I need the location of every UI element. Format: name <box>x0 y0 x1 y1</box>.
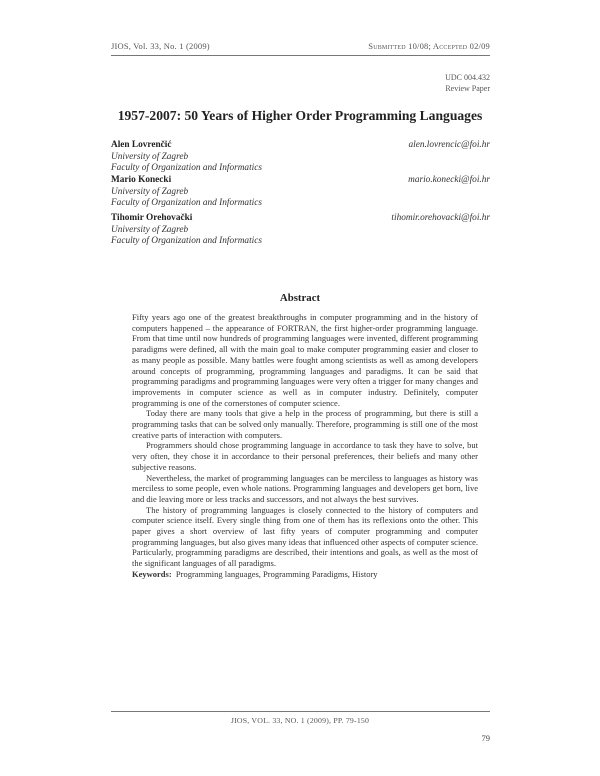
abstract-heading: Abstract <box>279 292 321 304</box>
author-faculty: Faculty of Organization and Informatics <box>111 198 262 209</box>
paper-title: 1957-2007: 50 Years of Higher Order Programming Languages <box>117 108 483 123</box>
author-block-3 <box>111 213 490 248</box>
author-block-2 <box>111 175 490 210</box>
author-name: Mario Konecki <box>111 175 172 185</box>
author-block-1 <box>111 140 490 175</box>
footer-citation: JIOS, VOL. 33, NO. 1 (2009), PP. 79-150 <box>230 716 370 725</box>
author-faculty: Faculty of Organization and Informatics <box>111 236 262 247</box>
abstract-paragraph: The history of programming languages is closely connected to the history of computers and computer science itself. Every single thing from one of them has its reflexions onto the other. This paper gives a short overview of last fifty years of computer programming and computer programming languages, but also gives many ideas that influenced other aspects of computer science. Particularly, programming paradigms are described, their intentions and goals, as well as the most of the significant languages of all paradigms. <box>132 504 478 569</box>
keywords-text: Programming languages, Programming Paradigms, History <box>175 568 378 579</box>
author-email[interactable]: mario.konecki@foi.hr <box>408 175 490 185</box>
author-university: University of Zagreb <box>111 151 189 162</box>
running-header-dates: Submitted 10/08; Accepted 02/09 <box>368 41 490 51</box>
keywords-label: Keywords: <box>132 568 172 579</box>
abstract-paragraph: Nevertheless, the market of programming languages can be merciless to languages as history was merciless to some people, even whole nations. Programming languages and developers get born, live and die leaving more or less tracks and successors, and not always the best survives. <box>132 472 478 504</box>
author-email[interactable]: tihomir.orehovacki@foi.hr <box>391 213 490 223</box>
keywords-line <box>132 569 478 580</box>
author-name: Tihomir Orehovački <box>111 213 193 223</box>
running-header-journal: JIOS, Vol. 33, No. 1 (2009) <box>111 41 210 51</box>
paper-meta <box>445 72 490 94</box>
author-email[interactable]: alen.lovrencic@foi.hr <box>408 140 490 150</box>
header-rule <box>111 55 490 56</box>
abstract-paragraph: Programmers should chose programming language in accordance to task they have to solve, but very often, they chose it in accordance to their personal preferences, their beliefs and many other subjective reasons. <box>132 440 478 472</box>
udc-code: UDC 004.432 <box>445 73 490 82</box>
footer-rule <box>111 711 490 712</box>
author-university: University of Zagreb <box>111 186 189 197</box>
author-university: University of Zagreb <box>111 224 189 235</box>
abstract-paragraph: Fifty years ago one of the greatest breakthroughs in computer programming and in the history of computers happened – the appearance of FORTRAN, the first higher-order programming language. From that time until now hundreds of programming languages were invented, different programming paradigms were defined, all with the main goal to make computer programming easier and closer to as many people as possible. Many battles were fought among scientists as well as among developers around concepts of programming, programming languages and paradigms. It can be said that programming paradigms and programming languages were very often a trigger for many changes and improvements in computer science as well as in computer industry. Definitely, computer programming is one of the cornerstones of computer science. <box>132 312 478 408</box>
abstract-body <box>132 312 478 580</box>
paper-type: Review Paper <box>445 84 490 93</box>
abstract-paragraph: Today there are many tools that give a help in the process of programming, but there is still a programming tasks that can be solved only manually. Therefore, programming is still one of the most creative parts of interaction with computers. <box>132 408 478 440</box>
page-number: 79 <box>481 733 490 743</box>
author-faculty: Faculty of Organization and Informatics <box>111 163 262 174</box>
author-name: Alen Lovrenčić <box>111 140 172 150</box>
